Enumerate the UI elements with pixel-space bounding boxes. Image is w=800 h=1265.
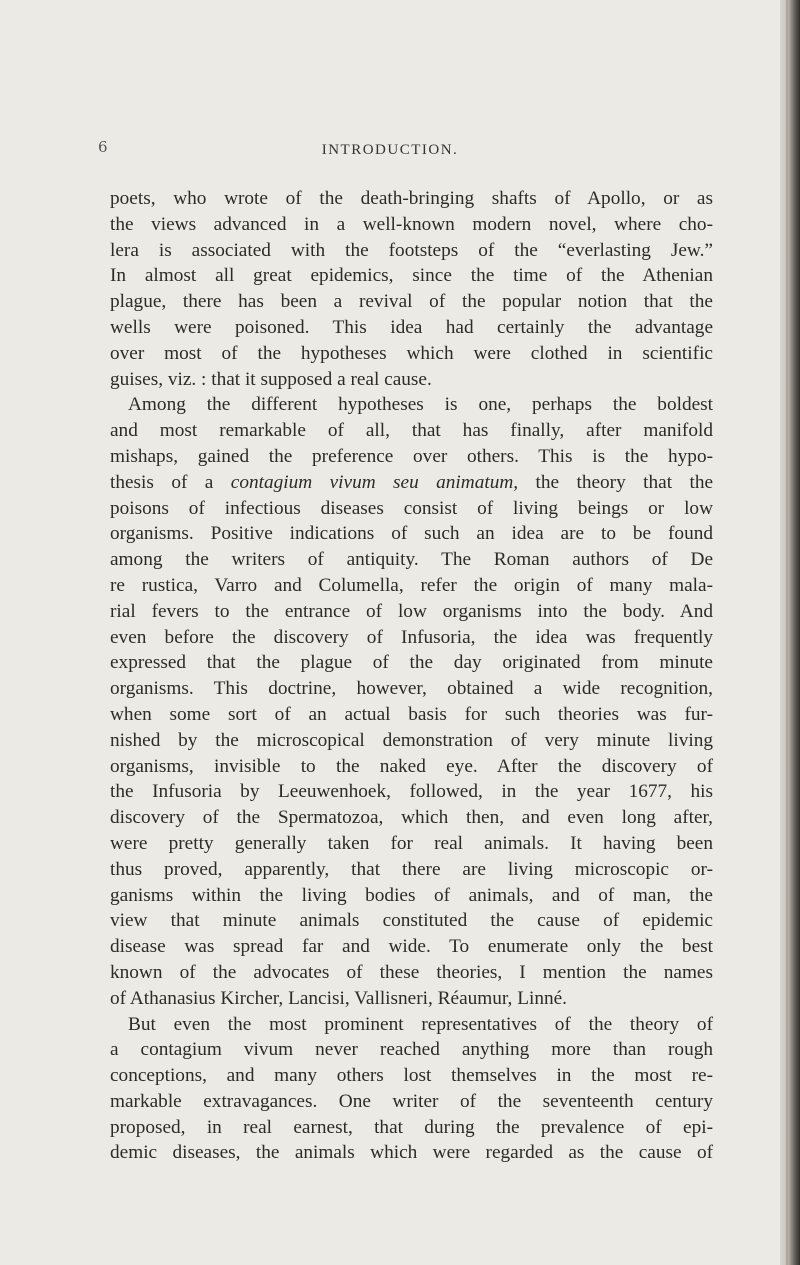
text-line: In almost all great epidemics, since the time of the Athenian (110, 265, 713, 287)
text-line: nished by the microscopical demonstration of very minute living (110, 729, 713, 751)
text-line: ganisms within the living bodies of animals, and of man, the (110, 884, 713, 906)
text-line: organisms, invisible to the naked eye. After the discovery of (110, 755, 713, 777)
text-line: mishaps, gained the preference over others. This is the hypo- (110, 445, 713, 467)
text-line: poisons of infectious diseases consist of living beings or low (110, 497, 713, 519)
text-line: But even the most prominent representatives of the theory of (128, 1013, 713, 1035)
text-line: the Infusoria by Leeuwenhoek, followed, in the year 1677, his (110, 781, 713, 803)
text-line: conceptions, and many others lost themselves in the most re- (110, 1065, 713, 1087)
text-line: organisms. This doctrine, however, obtained a wide recognition, (110, 678, 713, 700)
text-line: the views advanced in a well-known modern novel, where cho- (110, 213, 713, 235)
text-line: a contagium vivum never reached anything more than rough (110, 1039, 713, 1061)
page-header (0, 138, 780, 168)
text-line: when some sort of an actual basis for such theories was fur- (110, 703, 713, 725)
text-line: lera is associated with the footsteps of the “everlasting Jew.” (110, 239, 713, 261)
text-line: were pretty generally taken for real animals. It having been (110, 832, 713, 854)
text-line: of Athanasius Kircher, Lancisi, Vallisneri, Réaumur, Linné. (110, 987, 567, 1009)
text-line: organisms. Positive indications of such an idea are to be found (110, 523, 713, 545)
text-line: rial fevers to the entrance of low organisms into the body. And (110, 600, 713, 622)
text-line: guises, viz. : that it supposed a real cause. (110, 368, 432, 390)
italic-term: contagium vivum seu animatum, (230, 471, 519, 493)
text-line: poets, who wrote of the death-bringing shafts of Apollo, or as (110, 188, 713, 209)
text-line: thus proved, apparently, that there are living microscopic or- (110, 858, 713, 880)
line-text-after: the theory that the (518, 471, 714, 493)
book-binding-edge (780, 0, 800, 1265)
text-line-italic-term (110, 470, 713, 496)
text-line: and most remarkable of all, that has finally, after manifold (110, 420, 713, 442)
text-line: wells were poisoned. This idea had certainly the advantage (110, 316, 713, 338)
text-line: even before the discovery of Infusoria, the idea was frequently (110, 626, 713, 648)
text-line: discovery of the Spermatozoa, which then, and even long after, (110, 807, 713, 829)
text-line: view that minute animals constituted the cause of epidemic (110, 910, 713, 932)
text-line: proposed, in real earnest, that during the prevalence of epi- (110, 1116, 713, 1138)
text-line: over most of the hypotheses which were clothed in scientific (110, 342, 713, 364)
running-head: INTRODUCTION. (321, 142, 459, 158)
body-text (110, 186, 713, 1166)
text-line: plague, there has been a revival of the popular notion that the (110, 291, 713, 313)
page-number: 6 (98, 138, 108, 156)
text-line: re rustica, Varro and Columella, refer the origin of many mala- (110, 574, 713, 596)
text-line: markable extravagances. One writer of the seventeenth century (110, 1090, 713, 1112)
text-line: Among the different hypotheses is one, perhaps the boldest (128, 394, 713, 416)
text-line: disease was spread far and wide. To enumerate only the best (110, 936, 713, 958)
text-line: demic diseases, the animals which were regarded as the cause of (110, 1142, 713, 1164)
text-line: known of the advocates of these theories, I mention the names (110, 961, 713, 983)
line-text-before: thesis of a (110, 471, 231, 493)
text-line: expressed that the plague of the day originated from minute (110, 652, 713, 674)
text-line: among the writers of antiquity. The Roman authors of De (110, 549, 713, 571)
